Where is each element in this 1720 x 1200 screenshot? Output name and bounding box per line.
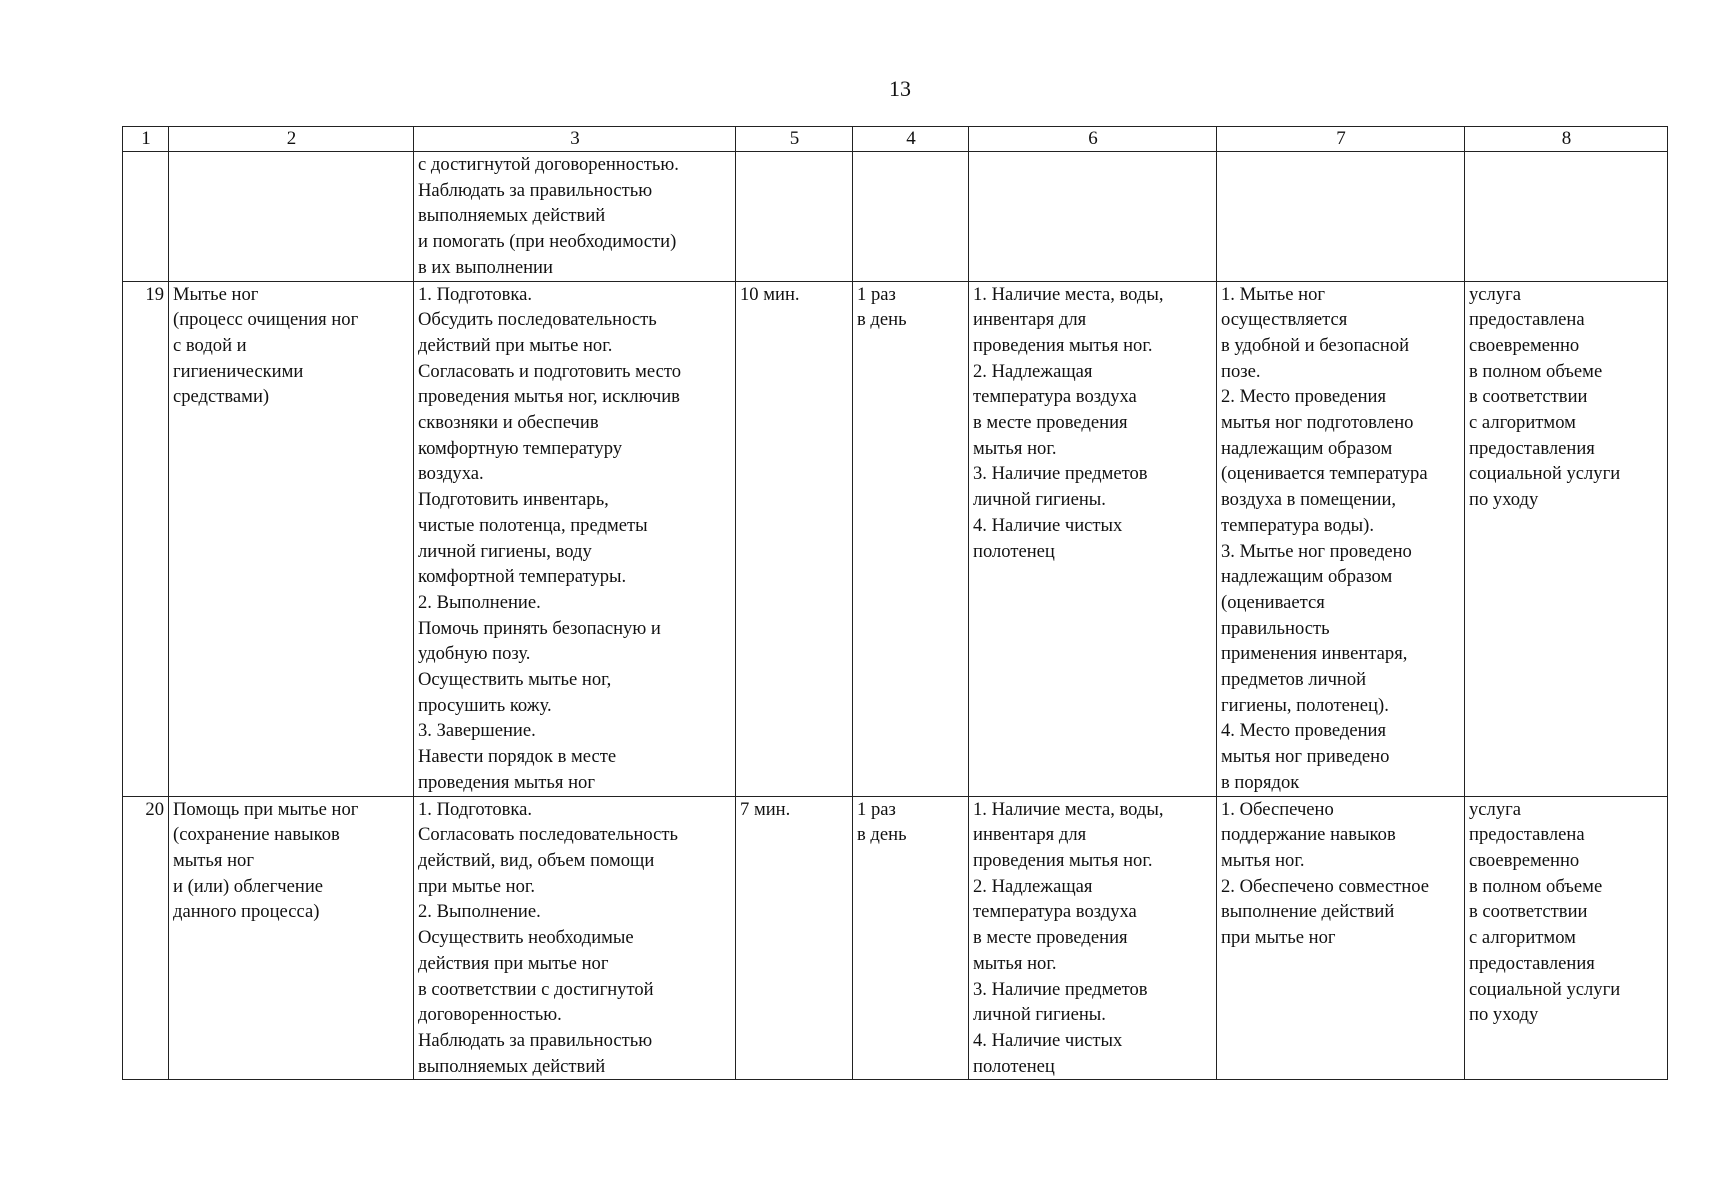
text-line: предоставлена xyxy=(1469,309,1585,331)
text-line: по уходу xyxy=(1469,489,1539,511)
text-line: в полном объеме xyxy=(1469,360,1603,382)
quality-criteria-cell xyxy=(1217,152,1465,282)
text-line: гигиены, полотенец). xyxy=(1221,694,1389,716)
quality-criteria-cell xyxy=(1217,796,1465,1080)
text-line: в соответствии xyxy=(1469,386,1588,408)
text-line: Подготовить инвентарь, xyxy=(418,489,609,511)
text-line: (оценивается xyxy=(1221,591,1325,613)
text-line: услуга xyxy=(1469,283,1522,305)
text-line: мытья ног. xyxy=(973,437,1057,459)
text-line: полотенец xyxy=(973,540,1055,562)
text-line: по уходу xyxy=(1469,1004,1539,1026)
page-number: 13 xyxy=(889,76,911,101)
text-line: социальной услуги xyxy=(1469,463,1621,485)
text-line: Обсудить последовательность xyxy=(418,309,657,331)
result-cell xyxy=(1465,796,1668,1080)
text-line: выполняемых действий xyxy=(418,1055,606,1077)
text-line: проведения мытья ног. xyxy=(973,334,1153,356)
text-line: услуга xyxy=(1469,798,1522,820)
header-cell: 2 xyxy=(169,127,414,152)
header-cell: 1 xyxy=(123,127,169,152)
text-line: в порядок xyxy=(1221,771,1300,793)
text-line: надлежащим образом xyxy=(1221,566,1393,588)
text-line: предоставлена xyxy=(1469,824,1585,846)
duration-cell xyxy=(736,281,853,796)
text-line: просушить кожу. xyxy=(418,694,552,716)
text-line: (сохранение навыков xyxy=(173,824,340,846)
text-line: 1. Подготовка. xyxy=(418,283,533,305)
text-line: выполнение действий xyxy=(1221,901,1395,923)
text-line: 1 раз xyxy=(857,798,896,820)
service-name-cell xyxy=(169,281,414,796)
text-line: надлежащим образом xyxy=(1221,437,1393,459)
text-line: предметов личной xyxy=(1221,669,1367,691)
header-row xyxy=(123,127,1668,152)
text-line: осуществляется xyxy=(1221,309,1348,331)
text-line: действий, вид, объем помощи xyxy=(418,849,655,871)
text-line: сквозняки и обеспечив xyxy=(418,412,599,434)
text-line: (оценивается температура xyxy=(1221,463,1428,485)
text-line: своевременно xyxy=(1469,334,1580,356)
text-line: мытья ног. xyxy=(1221,849,1305,871)
text-line: 1. Подготовка. xyxy=(418,798,533,820)
text-line: в соответствии с достигнутой xyxy=(418,978,654,1000)
row-number-cell: 19 xyxy=(123,281,169,796)
text-line: правильность xyxy=(1221,617,1330,639)
text-line: договоренностью. xyxy=(418,1004,562,1026)
header-cell: 6 xyxy=(969,127,1217,152)
text-line: проведения мытья ног, исключив xyxy=(418,386,680,408)
text-line: удобную позу. xyxy=(418,643,531,665)
text-line: 2. Выполнение. xyxy=(418,591,541,613)
service-actions-cell xyxy=(414,796,736,1080)
text-line: в месте проведения xyxy=(973,927,1128,949)
text-line: с водой и xyxy=(173,334,247,356)
text-line: 3. Завершение. xyxy=(418,720,536,742)
table-row xyxy=(123,281,1668,796)
text-line: 2. Место проведения xyxy=(1221,386,1387,408)
row-number-cell: 20 xyxy=(123,796,169,1080)
text-line: комфортную температуру xyxy=(418,437,623,459)
service-actions-cell xyxy=(414,152,736,282)
quality-criteria-cell xyxy=(1217,281,1465,796)
text-line: выполняемых действий xyxy=(418,205,606,227)
text-line: действия при мытье ног xyxy=(418,952,609,974)
header-cell: 5 xyxy=(736,127,853,152)
text-line: Согласовать последовательность xyxy=(418,824,679,846)
text-line: в удобной и безопасной xyxy=(1221,334,1410,356)
conditions-cell xyxy=(969,152,1217,282)
header-cell: 3 xyxy=(414,127,736,152)
text-line: температура воздуха xyxy=(973,386,1137,408)
text-line: 3. Наличие предметов xyxy=(973,463,1148,485)
text-line: при мытье ног xyxy=(1221,927,1336,949)
text-line: 4. Наличие чистых xyxy=(973,514,1123,536)
frequency-cell xyxy=(853,152,969,282)
text-line: 1. Наличие места, воды, xyxy=(973,798,1164,820)
service-name-cell xyxy=(169,152,414,282)
text-line: (процесс очищения ног xyxy=(173,309,359,331)
text-line: Наблюдать за правильностью xyxy=(418,179,653,201)
result-cell xyxy=(1465,281,1668,796)
text-line: Мытье ног xyxy=(173,283,259,305)
table-row xyxy=(123,796,1668,1080)
text-line: и (или) облегчение xyxy=(173,875,324,897)
text-line: 1. Обеспечено xyxy=(1221,798,1334,820)
service-actions-cell xyxy=(414,281,736,796)
text-line: температура воды). xyxy=(1221,514,1374,536)
text-line: в день xyxy=(857,824,907,846)
text-line: Помощь при мытье ног xyxy=(173,798,359,820)
text-line: своевременно xyxy=(1469,849,1580,871)
text-line: мытья ног подготовлено xyxy=(1221,412,1414,434)
text-line: Согласовать и подготовить место xyxy=(418,360,682,382)
text-line: полотенец xyxy=(973,1055,1055,1077)
text-line: 2. Надлежащая xyxy=(973,875,1093,897)
text-line: с достигнутой договоренностью. xyxy=(418,154,679,175)
text-line: позе. xyxy=(1221,360,1261,382)
text-line: 1. Мытье ног xyxy=(1221,283,1325,305)
text-line: мытья ног xyxy=(173,849,254,871)
text-line: комфортной температуры. xyxy=(418,566,627,588)
text-line: действий при мытье ног. xyxy=(418,334,613,356)
table-row-continuation xyxy=(123,152,1668,282)
service-name-cell xyxy=(169,796,414,1080)
text-line: с алгоритмом xyxy=(1469,927,1576,949)
text-line: инвентаря для xyxy=(973,309,1087,331)
text-line: Помочь принять безопасную и xyxy=(418,617,661,639)
conditions-cell xyxy=(969,281,1217,796)
text-line: воздуха. xyxy=(418,463,484,485)
text-line: личной гигиены. xyxy=(973,489,1106,511)
text-line: 3. Мытье ног проведено xyxy=(1221,540,1412,562)
text-line: инвентаря для xyxy=(973,824,1087,846)
text-line: личной гигиены. xyxy=(973,1004,1106,1026)
text-line: гигиеническими xyxy=(173,360,304,382)
text-line: проведения мытья ног. xyxy=(973,849,1153,871)
header-cell: 8 xyxy=(1465,127,1668,152)
text-line: температура воздуха xyxy=(973,901,1137,923)
text-line: социальной услуги xyxy=(1469,978,1621,1000)
frequency-cell xyxy=(853,281,969,796)
text-line: чистые полотенца, предметы xyxy=(418,514,648,536)
text-line: средствами) xyxy=(173,386,270,408)
text-line: 4. Место проведения xyxy=(1221,720,1387,742)
header-cell: 7 xyxy=(1217,127,1465,152)
text-line: Наблюдать за правильностью xyxy=(418,1029,653,1051)
text-line: с алгоритмом xyxy=(1469,412,1576,434)
text-line: 1 раз xyxy=(857,283,896,305)
frequency-cell xyxy=(853,796,969,1080)
text-line: в день xyxy=(857,309,907,331)
text-line: проведения мытья ног xyxy=(418,771,595,793)
text-line: 1. Наличие места, воды, xyxy=(973,283,1164,305)
text-line: предоставления xyxy=(1469,952,1595,974)
text-line: применения инвентаря, xyxy=(1221,643,1408,665)
duration-cell xyxy=(736,796,853,1080)
text-line: 2. Выполнение. xyxy=(418,901,541,923)
text-line: 4. Наличие чистых xyxy=(973,1029,1123,1051)
text-line: предоставления xyxy=(1469,437,1595,459)
text-line: в соответствии xyxy=(1469,901,1588,923)
text-line: 10 мин. xyxy=(740,283,800,305)
text-line: воздуха в помещении, xyxy=(1221,489,1397,511)
text-line: Навести порядок в месте xyxy=(418,746,617,768)
text-line: в месте проведения xyxy=(973,412,1128,434)
service-standards-table xyxy=(122,126,1668,1080)
conditions-cell xyxy=(969,796,1217,1080)
duration-cell xyxy=(736,152,853,282)
text-line: мытья ног приведено xyxy=(1221,746,1390,768)
text-line: данного процесса) xyxy=(173,901,320,923)
text-line: 7 мин. xyxy=(740,798,791,820)
result-cell xyxy=(1465,152,1668,282)
text-line: Осуществить необходимые xyxy=(418,927,634,949)
text-line: 3. Наличие предметов xyxy=(973,978,1148,1000)
text-line: Осуществить мытье ног, xyxy=(418,669,612,691)
text-line: в полном объеме xyxy=(1469,875,1603,897)
text-line: в их выполнении xyxy=(418,256,553,278)
text-line: и помогать (при необходимости) xyxy=(418,231,677,253)
text-line: мытья ног. xyxy=(973,952,1057,974)
header-cell: 4 xyxy=(853,127,969,152)
text-line: личной гигиены, воду xyxy=(418,540,592,562)
text-line: при мытье ног. xyxy=(418,875,536,897)
row-number-cell xyxy=(123,152,169,282)
text-line: 2. Обеспечено совместное xyxy=(1221,875,1430,897)
text-line: 2. Надлежащая xyxy=(973,360,1093,382)
text-line: поддержание навыков xyxy=(1221,824,1396,846)
